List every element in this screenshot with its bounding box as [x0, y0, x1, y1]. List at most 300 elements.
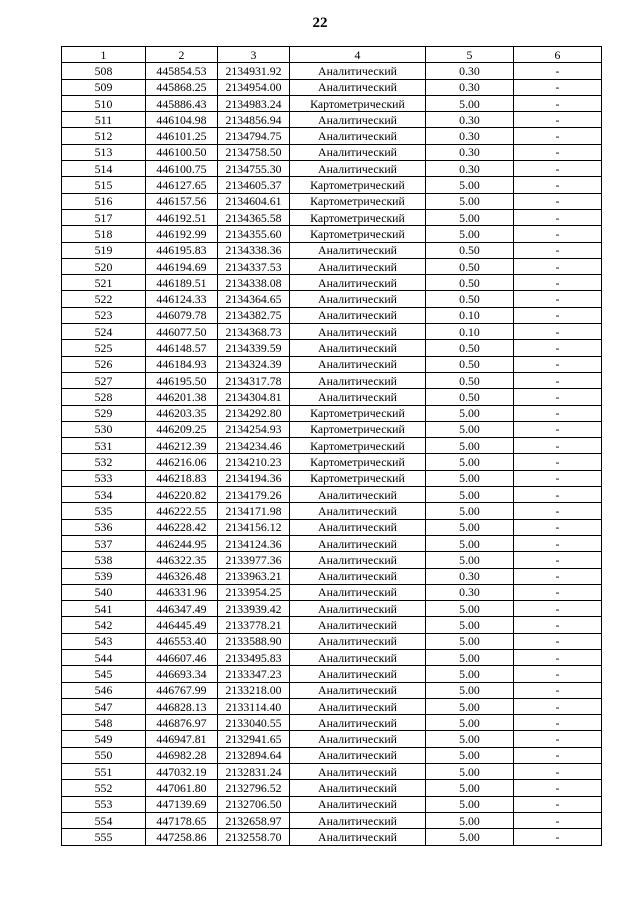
method-cell: Картометрический [290, 95, 426, 111]
table-row [62, 372, 602, 388]
point-number-cell: 531 [62, 438, 146, 454]
note-cell: - [514, 698, 602, 714]
table-row [62, 780, 602, 796]
note-cell: - [514, 764, 602, 780]
y-coordinate-cell: 2134292.80 [218, 405, 290, 421]
table-row [62, 226, 602, 242]
note-cell: - [514, 438, 602, 454]
accuracy-cell: 5.00 [426, 552, 514, 568]
y-coordinate-cell: 2134604.61 [218, 193, 290, 209]
note-cell: - [514, 454, 602, 470]
accuracy-cell: 0.50 [426, 340, 514, 356]
point-number-cell: 515 [62, 177, 146, 193]
x-coordinate-cell: 446124.33 [146, 291, 218, 307]
point-number-cell: 532 [62, 454, 146, 470]
note-cell: - [514, 649, 602, 665]
point-number-cell: 511 [62, 112, 146, 128]
note-cell: - [514, 307, 602, 323]
method-cell: Аналитический [290, 617, 426, 633]
y-coordinate-cell: 2132658.97 [218, 812, 290, 828]
y-coordinate-cell: 2134210.23 [218, 454, 290, 470]
point-number-cell: 508 [62, 63, 146, 79]
table-row [62, 747, 602, 763]
point-number-cell: 523 [62, 307, 146, 323]
point-number-cell: 534 [62, 487, 146, 503]
y-coordinate-cell: 2134234.46 [218, 438, 290, 454]
method-cell: Картометрический [290, 177, 426, 193]
accuracy-cell: 0.30 [426, 161, 514, 177]
table-row [62, 503, 602, 519]
note-cell: - [514, 177, 602, 193]
y-coordinate-cell: 2134156.12 [218, 519, 290, 535]
x-coordinate-cell: 445854.53 [146, 63, 218, 79]
table-row [62, 421, 602, 437]
point-number-cell: 538 [62, 552, 146, 568]
x-coordinate-cell: 446322.35 [146, 552, 218, 568]
point-number-cell: 544 [62, 649, 146, 665]
point-number-cell: 547 [62, 698, 146, 714]
column-header: 4 [290, 47, 426, 63]
x-coordinate-cell: 446244.95 [146, 535, 218, 551]
point-number-cell: 542 [62, 617, 146, 633]
y-coordinate-cell: 2134254.93 [218, 421, 290, 437]
accuracy-cell: 5.00 [426, 764, 514, 780]
point-number-cell: 529 [62, 405, 146, 421]
point-number-cell: 524 [62, 324, 146, 340]
accuracy-cell: 5.00 [426, 421, 514, 437]
method-cell: Аналитический [290, 568, 426, 584]
point-number-cell: 555 [62, 829, 146, 845]
accuracy-cell: 5.00 [426, 535, 514, 551]
point-number-cell: 517 [62, 209, 146, 225]
y-coordinate-cell: 2134179.26 [218, 487, 290, 503]
x-coordinate-cell: 446216.06 [146, 454, 218, 470]
method-cell: Аналитический [290, 144, 426, 160]
method-cell: Аналитический [290, 764, 426, 780]
point-number-cell: 513 [62, 144, 146, 160]
x-coordinate-cell: 445868.25 [146, 79, 218, 95]
point-number-cell: 522 [62, 291, 146, 307]
y-coordinate-cell: 2133977.36 [218, 552, 290, 568]
accuracy-cell: 5.00 [426, 226, 514, 242]
table-row [62, 487, 602, 503]
x-coordinate-cell: 447258.86 [146, 829, 218, 845]
header-row [62, 47, 602, 63]
x-coordinate-cell: 446331.96 [146, 584, 218, 600]
point-number-cell: 541 [62, 601, 146, 617]
method-cell: Аналитический [290, 307, 426, 323]
x-coordinate-cell: 446104.98 [146, 112, 218, 128]
accuracy-cell: 5.00 [426, 209, 514, 225]
note-cell: - [514, 242, 602, 258]
point-number-cell: 550 [62, 747, 146, 763]
point-number-cell: 540 [62, 584, 146, 600]
note-cell: - [514, 226, 602, 242]
accuracy-cell: 5.00 [426, 780, 514, 796]
accuracy-cell: 5.00 [426, 177, 514, 193]
x-coordinate-cell: 447178.65 [146, 812, 218, 828]
accuracy-cell: 5.00 [426, 796, 514, 812]
y-coordinate-cell: 2134317.78 [218, 372, 290, 388]
table-row [62, 307, 602, 323]
y-coordinate-cell: 2134339.59 [218, 340, 290, 356]
y-coordinate-cell: 2134755.30 [218, 161, 290, 177]
point-number-cell: 518 [62, 226, 146, 242]
method-cell: Аналитический [290, 161, 426, 177]
note-cell: - [514, 601, 602, 617]
note-cell: - [514, 95, 602, 111]
accuracy-cell: 0.50 [426, 258, 514, 274]
y-coordinate-cell: 2134368.73 [218, 324, 290, 340]
table-row [62, 617, 602, 633]
note-cell: - [514, 128, 602, 144]
method-cell: Аналитический [290, 242, 426, 258]
note-cell: - [514, 275, 602, 291]
note-cell: - [514, 796, 602, 812]
point-number-cell: 546 [62, 682, 146, 698]
point-number-cell: 521 [62, 275, 146, 291]
x-coordinate-cell: 446157.56 [146, 193, 218, 209]
x-coordinate-cell: 446192.99 [146, 226, 218, 242]
note-cell: - [514, 209, 602, 225]
y-coordinate-cell: 2134337.53 [218, 258, 290, 274]
point-number-cell: 510 [62, 95, 146, 111]
x-coordinate-cell: 446947.81 [146, 731, 218, 747]
column-header: 1 [62, 47, 146, 63]
y-coordinate-cell: 2134304.81 [218, 389, 290, 405]
table-row [62, 258, 602, 274]
table-row [62, 552, 602, 568]
note-cell: - [514, 340, 602, 356]
accuracy-cell: 0.50 [426, 242, 514, 258]
accuracy-cell: 0.50 [426, 389, 514, 405]
method-cell: Аналитический [290, 487, 426, 503]
x-coordinate-cell: 446201.38 [146, 389, 218, 405]
x-coordinate-cell: 446192.51 [146, 209, 218, 225]
point-number-cell: 519 [62, 242, 146, 258]
table-row [62, 389, 602, 405]
x-coordinate-cell: 446203.35 [146, 405, 218, 421]
accuracy-cell: 5.00 [426, 682, 514, 698]
point-number-cell: 530 [62, 421, 146, 437]
table-body [62, 63, 602, 845]
table-row [62, 193, 602, 209]
method-cell: Аналитический [290, 291, 426, 307]
table-row [62, 275, 602, 291]
accuracy-cell: 5.00 [426, 666, 514, 682]
point-number-cell: 539 [62, 568, 146, 584]
method-cell: Аналитический [290, 715, 426, 731]
y-coordinate-cell: 2134194.36 [218, 470, 290, 486]
table-row [62, 731, 602, 747]
note-cell: - [514, 682, 602, 698]
column-header: 2 [146, 47, 218, 63]
table-row [62, 454, 602, 470]
method-cell: Картометрический [290, 405, 426, 421]
y-coordinate-cell: 2133495.83 [218, 649, 290, 665]
method-cell: Аналитический [290, 829, 426, 845]
table-row [62, 633, 602, 649]
method-cell: Аналитический [290, 633, 426, 649]
table-row [62, 340, 602, 356]
y-coordinate-cell: 2134338.08 [218, 275, 290, 291]
method-cell: Картометрический [290, 209, 426, 225]
note-cell: - [514, 747, 602, 763]
accuracy-cell: 5.00 [426, 812, 514, 828]
accuracy-cell: 5.00 [426, 649, 514, 665]
y-coordinate-cell: 2134856.94 [218, 112, 290, 128]
point-number-cell: 548 [62, 715, 146, 731]
x-coordinate-cell: 446184.93 [146, 356, 218, 372]
method-cell: Картометрический [290, 438, 426, 454]
method-cell: Аналитический [290, 796, 426, 812]
point-number-cell: 512 [62, 128, 146, 144]
column-header: 6 [514, 47, 602, 63]
accuracy-cell: 5.00 [426, 698, 514, 714]
note-cell: - [514, 503, 602, 519]
y-coordinate-cell: 2133939.42 [218, 601, 290, 617]
x-coordinate-cell: 446326.48 [146, 568, 218, 584]
point-number-cell: 549 [62, 731, 146, 747]
accuracy-cell: 5.00 [426, 193, 514, 209]
x-coordinate-cell: 446607.46 [146, 649, 218, 665]
x-coordinate-cell: 446228.42 [146, 519, 218, 535]
y-coordinate-cell: 2132706.50 [218, 796, 290, 812]
accuracy-cell: 5.00 [426, 617, 514, 633]
note-cell: - [514, 519, 602, 535]
method-cell: Аналитический [290, 112, 426, 128]
accuracy-cell: 0.50 [426, 275, 514, 291]
method-cell: Аналитический [290, 812, 426, 828]
method-cell: Картометрический [290, 421, 426, 437]
point-number-cell: 514 [62, 161, 146, 177]
method-cell: Картометрический [290, 193, 426, 209]
method-cell: Аналитический [290, 780, 426, 796]
table-row [62, 470, 602, 486]
y-coordinate-cell: 2134605.37 [218, 177, 290, 193]
accuracy-cell: 5.00 [426, 829, 514, 845]
point-number-cell: 535 [62, 503, 146, 519]
accuracy-cell: 5.00 [426, 487, 514, 503]
method-cell: Аналитический [290, 682, 426, 698]
y-coordinate-cell: 2133218.00 [218, 682, 290, 698]
accuracy-cell: 5.00 [426, 715, 514, 731]
column-header: 5 [426, 47, 514, 63]
accuracy-cell: 0.30 [426, 144, 514, 160]
x-coordinate-cell: 446189.51 [146, 275, 218, 291]
method-cell: Аналитический [290, 372, 426, 388]
table-row [62, 682, 602, 698]
x-coordinate-cell: 446077.50 [146, 324, 218, 340]
table-row [62, 601, 602, 617]
accuracy-cell: 5.00 [426, 747, 514, 763]
method-cell: Аналитический [290, 747, 426, 763]
accuracy-cell: 0.30 [426, 568, 514, 584]
note-cell: - [514, 421, 602, 437]
method-cell: Аналитический [290, 63, 426, 79]
x-coordinate-cell: 446148.57 [146, 340, 218, 356]
accuracy-cell: 0.10 [426, 324, 514, 340]
x-coordinate-cell: 446982.28 [146, 747, 218, 763]
page-number: 22 [312, 15, 328, 31]
method-cell: Аналитический [290, 601, 426, 617]
table-row [62, 438, 602, 454]
accuracy-cell: 0.30 [426, 63, 514, 79]
note-cell: - [514, 405, 602, 421]
accuracy-cell: 5.00 [426, 95, 514, 111]
table-row [62, 128, 602, 144]
table-row [62, 79, 602, 95]
table-row [62, 568, 602, 584]
table-row [62, 535, 602, 551]
note-cell: - [514, 633, 602, 649]
point-number-cell: 520 [62, 258, 146, 274]
x-coordinate-cell: 446079.78 [146, 307, 218, 323]
point-number-cell: 528 [62, 389, 146, 405]
accuracy-cell: 5.00 [426, 731, 514, 747]
note-cell: - [514, 666, 602, 682]
note-cell: - [514, 112, 602, 128]
method-cell: Аналитический [290, 503, 426, 519]
note-cell: - [514, 715, 602, 731]
x-coordinate-cell: 446101.25 [146, 128, 218, 144]
y-coordinate-cell: 2134171.98 [218, 503, 290, 519]
note-cell: - [514, 291, 602, 307]
table-row [62, 796, 602, 812]
table-row [62, 764, 602, 780]
method-cell: Аналитический [290, 535, 426, 551]
y-coordinate-cell: 2132831.24 [218, 764, 290, 780]
point-number-cell: 526 [62, 356, 146, 372]
point-number-cell: 509 [62, 79, 146, 95]
y-coordinate-cell: 2133778.21 [218, 617, 290, 633]
method-cell: Аналитический [290, 519, 426, 535]
accuracy-cell: 0.50 [426, 356, 514, 372]
method-cell: Картометрический [290, 470, 426, 486]
y-coordinate-cell: 2134338.36 [218, 242, 290, 258]
x-coordinate-cell: 446828.13 [146, 698, 218, 714]
method-cell: Картометрический [290, 454, 426, 470]
point-number-cell: 537 [62, 535, 146, 551]
x-coordinate-cell: 446212.39 [146, 438, 218, 454]
point-number-cell: 552 [62, 780, 146, 796]
x-coordinate-cell: 446220.82 [146, 487, 218, 503]
accuracy-cell: 5.00 [426, 454, 514, 470]
note-cell: - [514, 161, 602, 177]
x-coordinate-cell: 447032.19 [146, 764, 218, 780]
note-cell: - [514, 258, 602, 274]
y-coordinate-cell: 2134124.36 [218, 535, 290, 551]
x-coordinate-cell: 446100.75 [146, 161, 218, 177]
x-coordinate-cell: 447061.80 [146, 780, 218, 796]
table-row [62, 405, 602, 421]
accuracy-cell: 0.50 [426, 372, 514, 388]
table-row [62, 666, 602, 682]
accuracy-cell: 5.00 [426, 503, 514, 519]
x-coordinate-cell: 445886.43 [146, 95, 218, 111]
x-coordinate-cell: 446876.97 [146, 715, 218, 731]
note-cell: - [514, 584, 602, 600]
note-cell: - [514, 63, 602, 79]
method-cell: Аналитический [290, 79, 426, 95]
y-coordinate-cell: 2134355.60 [218, 226, 290, 242]
note-cell: - [514, 324, 602, 340]
point-number-cell: 543 [62, 633, 146, 649]
y-coordinate-cell: 2134983.24 [218, 95, 290, 111]
point-number-cell: 553 [62, 796, 146, 812]
x-coordinate-cell: 447139.69 [146, 796, 218, 812]
x-coordinate-cell: 446194.69 [146, 258, 218, 274]
method-cell: Аналитический [290, 698, 426, 714]
point-number-cell: 551 [62, 764, 146, 780]
point-number-cell: 525 [62, 340, 146, 356]
accuracy-cell: 0.30 [426, 79, 514, 95]
y-coordinate-cell: 2134382.75 [218, 307, 290, 323]
table-row [62, 177, 602, 193]
y-coordinate-cell: 2133963.21 [218, 568, 290, 584]
accuracy-cell: 5.00 [426, 405, 514, 421]
x-coordinate-cell: 446222.55 [146, 503, 218, 519]
method-cell: Аналитический [290, 356, 426, 372]
table-row [62, 584, 602, 600]
note-cell: - [514, 812, 602, 828]
table-row [62, 112, 602, 128]
accuracy-cell: 0.30 [426, 112, 514, 128]
x-coordinate-cell: 446100.50 [146, 144, 218, 160]
note-cell: - [514, 193, 602, 209]
note-cell: - [514, 487, 602, 503]
column-header: 3 [218, 47, 290, 63]
x-coordinate-cell: 446218.83 [146, 470, 218, 486]
method-cell: Картометрический [290, 226, 426, 242]
x-coordinate-cell: 446767.99 [146, 682, 218, 698]
note-cell: - [514, 731, 602, 747]
method-cell: Аналитический [290, 340, 426, 356]
x-coordinate-cell: 446127.65 [146, 177, 218, 193]
y-coordinate-cell: 2134758.50 [218, 144, 290, 160]
accuracy-cell: 0.30 [426, 584, 514, 600]
method-cell: Аналитический [290, 584, 426, 600]
method-cell: Аналитический [290, 128, 426, 144]
accuracy-cell: 5.00 [426, 470, 514, 486]
y-coordinate-cell: 2133954.25 [218, 584, 290, 600]
note-cell: - [514, 552, 602, 568]
table-row [62, 144, 602, 160]
note-cell: - [514, 829, 602, 845]
x-coordinate-cell: 446445.49 [146, 617, 218, 633]
table-row [62, 829, 602, 845]
method-cell: Аналитический [290, 324, 426, 340]
x-coordinate-cell: 446553.40 [146, 633, 218, 649]
table-row [62, 649, 602, 665]
point-number-cell: 554 [62, 812, 146, 828]
point-number-cell: 545 [62, 666, 146, 682]
y-coordinate-cell: 2134931.92 [218, 63, 290, 79]
y-coordinate-cell: 2134364.65 [218, 291, 290, 307]
y-coordinate-cell: 2134954.00 [218, 79, 290, 95]
y-coordinate-cell: 2133040.55 [218, 715, 290, 731]
x-coordinate-cell: 446195.50 [146, 372, 218, 388]
table-row [62, 161, 602, 177]
y-coordinate-cell: 2133588.90 [218, 633, 290, 649]
table-row [62, 291, 602, 307]
y-coordinate-cell: 2133114.40 [218, 698, 290, 714]
table-row [62, 715, 602, 731]
note-cell: - [514, 356, 602, 372]
accuracy-cell: 0.50 [426, 291, 514, 307]
accuracy-cell: 0.10 [426, 307, 514, 323]
table-row [62, 698, 602, 714]
